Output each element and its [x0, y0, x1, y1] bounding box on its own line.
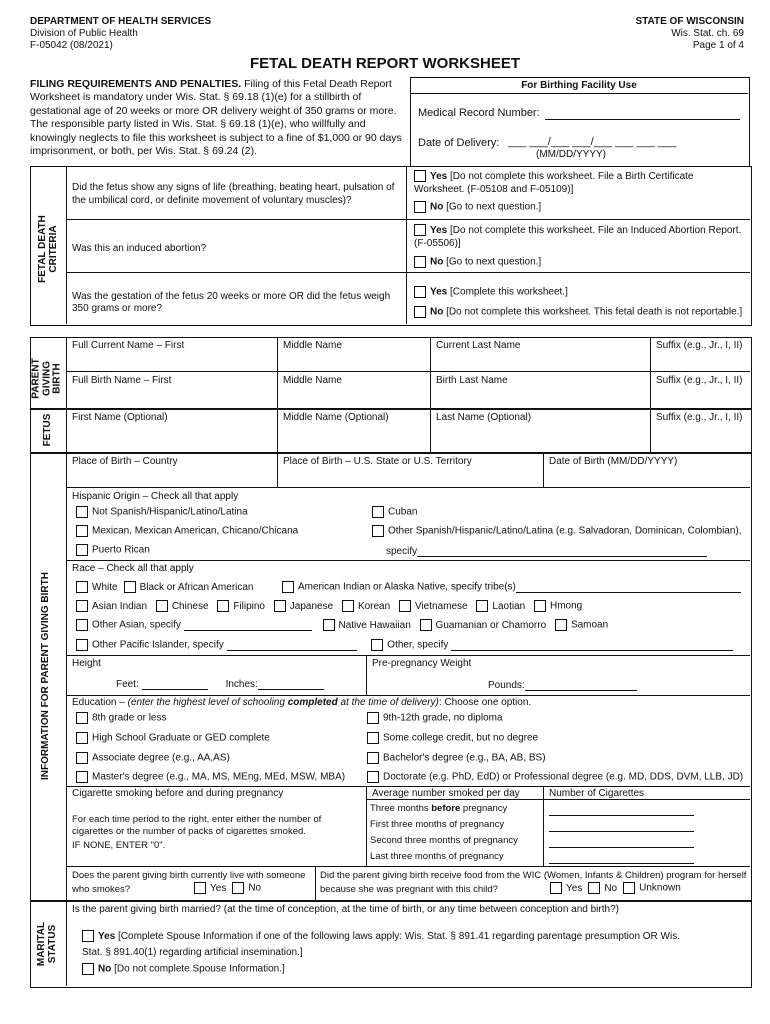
- smokers-yes-label: Yes: [210, 882, 227, 894]
- edu-masters-label: Master's degree (e.g., MA, MS, MEng, MEd, MSW, MBA): [92, 771, 346, 783]
- smokers-question-text: Does the parent giving birth currently live with someone who smokes?: [72, 870, 306, 895]
- edu-assoc-checkbox[interactable]: [76, 752, 88, 764]
- hisp-other-checkbox[interactable]: [372, 525, 384, 537]
- smokers-question: [72, 869, 312, 897]
- edu-9-12-label: 9th-12th grade, no diploma: [383, 712, 503, 724]
- pob-us-label: Place of Birth – U.S. State or U.S. Territory: [283, 456, 472, 467]
- height-label: Height: [72, 658, 101, 669]
- marital-yes-row: [82, 929, 682, 961]
- filing-text: Filing of this Fetal Death Report Worksheet is mandatory under Wis. Stat. § 69.18 (1)(e) for a stillbirth of gestational age of 20 weeks or more OR delivery weight of 350 grams or more. The responsible party listed in Wis. Stat. § 69.18 (1)(e), who willfully and knowingly neglects to file this worksheet is subject to a fine of $1,000 or 90 days imprisonment, or both, per Wis. Stat. § 69.24 (2).: [30, 78, 402, 158]
- marital-no-checkbox[interactable]: [82, 963, 94, 975]
- hisp-cuban-checkbox[interactable]: [372, 506, 384, 518]
- race-japanese-label: Japanese: [289, 600, 334, 612]
- race-asian-indian-label: Asian Indian: [92, 600, 148, 612]
- wic-unknown-checkbox[interactable]: [623, 882, 635, 894]
- smoke-field-1[interactable]: [549, 815, 694, 816]
- race-other-pi-checkbox[interactable]: [76, 639, 88, 651]
- race-aian-checkbox[interactable]: [282, 581, 294, 593]
- race-other-checkbox[interactable]: [371, 639, 383, 651]
- race-black-checkbox[interactable]: [124, 581, 136, 593]
- dob-label: Date of Birth (MM/DD/YYYY): [549, 456, 678, 467]
- dod-field[interactable]: ___ ___/___ ___/___ ___ ___ ___: [508, 136, 677, 148]
- mrn-label: Medical Record Number:: [418, 107, 540, 119]
- q1-no-checkbox[interactable]: [414, 201, 426, 213]
- page-title: FETAL DEATH REPORT WORKSHEET: [250, 55, 520, 72]
- feet-field[interactable]: [142, 689, 208, 690]
- hisp-mexican-checkbox[interactable]: [76, 525, 88, 537]
- feet-label: Feet:: [116, 679, 139, 690]
- edu-heading-d: at the time of delivery): [337, 697, 439, 708]
- hisp-pr-label: Puerto Rican: [92, 544, 150, 556]
- dod-label: Date of Delivery:: [418, 137, 500, 149]
- marital-yes-label: Yes: [98, 931, 116, 942]
- smokers-no-checkbox[interactable]: [232, 882, 244, 894]
- hisp-not-label: Not Spanish/Hispanic/Latino/Latina: [92, 506, 248, 518]
- criteria-q1: Did the fetus show any signs of life (breathing, beating heart, pulsation of the umbilical cord, or definite movement of voluntary muscles)?: [72, 182, 395, 206]
- state-name: STATE OF WISCONSIN: [635, 16, 744, 27]
- education-heading: [72, 697, 531, 709]
- race-guamanian-label: Guamanian or Chamorro: [435, 619, 547, 631]
- smoke-period-1: [370, 803, 507, 814]
- q2-no-checkbox[interactable]: [414, 256, 426, 268]
- race-other-field[interactable]: [451, 650, 733, 651]
- facility-heading: For Birthing Facility Use: [521, 80, 637, 91]
- edu-heading-a: Education –: [72, 697, 128, 708]
- hisp-not-checkbox[interactable]: [76, 506, 88, 518]
- q3-yes-label: Yes: [430, 286, 448, 298]
- cur-middle-label: Middle Name: [283, 340, 342, 351]
- fetus-suffix-label: Suffix (e.g., Jr., I, II): [656, 412, 743, 423]
- race-chinese-label: Chinese: [171, 600, 209, 612]
- race-other-asian-checkbox[interactable]: [76, 619, 88, 631]
- race-japanese-checkbox[interactable]: [274, 600, 286, 612]
- marital-label: MARITAL STATUS: [36, 921, 58, 967]
- marital-yes-checkbox[interactable]: [82, 930, 94, 942]
- inches-label: Inches:: [225, 679, 258, 690]
- wic-unknown-label: Unknown: [639, 882, 681, 894]
- smoke-period-3: Second three months of pregnancy: [370, 835, 518, 846]
- criteria-q2: Was this an induced abortion?: [72, 243, 207, 254]
- race-other-pi-field[interactable]: [227, 650, 357, 651]
- q1-no-label: No: [430, 201, 444, 213]
- smoking-num-label: Number of Cigarettes: [549, 788, 645, 799]
- smoke-field-3[interactable]: [549, 847, 694, 848]
- dod-format: (MM/DD/YYYY): [536, 149, 606, 160]
- birth-middle-label: Middle Name: [283, 375, 342, 386]
- race-black-label: Black or African American: [139, 581, 254, 593]
- race-chinese-checkbox[interactable]: [156, 600, 168, 612]
- race-aian-label: American Indian or Alaska Native, specify tribe(s): [298, 581, 516, 593]
- info-label: INFORMATION FOR PARENT GIVING BIRTH: [40, 572, 51, 780]
- race-laotian-label: Laotian: [492, 600, 526, 612]
- race-filipino-checkbox[interactable]: [217, 600, 229, 612]
- marital-no-label: No: [98, 963, 112, 975]
- hisp-pr-checkbox[interactable]: [76, 544, 88, 556]
- inches-field[interactable]: [258, 689, 324, 690]
- edu-heading-c: completed: [287, 697, 338, 708]
- race-samoan-checkbox[interactable]: [555, 619, 567, 631]
- wic-no-checkbox[interactable]: [588, 882, 600, 894]
- edu-college-label: Some college credit, but no degree: [383, 732, 539, 744]
- hispanic-heading: Hispanic Origin – Check all that apply: [72, 491, 239, 502]
- edu-hs-checkbox[interactable]: [76, 732, 88, 744]
- smoke-field-4[interactable]: [549, 863, 694, 864]
- race-other-asian-label: Other Asian, specify: [92, 619, 181, 631]
- page-number: Page 1 of 4: [692, 40, 744, 51]
- edu-bach-checkbox[interactable]: [367, 752, 379, 764]
- marital-question: Is the parent giving birth married? (at the time of conception, at the time of birth, or any time between conception and birth?): [72, 904, 619, 915]
- edu-hs-label: High School Graduate or GED complete: [92, 732, 270, 744]
- q3-yes-checkbox[interactable]: [414, 286, 426, 298]
- fetus-last-label: Last Name (Optional): [436, 412, 532, 423]
- filing-heading: FILING REQUIREMENTS AND PENALTIES.: [30, 78, 242, 90]
- q2-yes-checkbox[interactable]: [414, 224, 426, 236]
- smoking-avg-label: Average number smoked per day: [372, 788, 520, 799]
- smokers-yes-checkbox[interactable]: [194, 882, 206, 894]
- race-native-hawaiian-checkbox[interactable]: [323, 619, 335, 631]
- birth-last-label: Birth Last Name: [436, 375, 508, 386]
- race-vietnamese-checkbox[interactable]: [399, 600, 411, 612]
- filing-requirements: [30, 78, 408, 158]
- edu-heading-b: (enter the highest level of schooling: [127, 697, 288, 708]
- dept-name: DEPARTMENT OF HEALTH SERVICES: [30, 16, 212, 27]
- race-vietnamese-label: Vietnamese: [414, 600, 468, 612]
- parent-label: PARENT GIVING BIRTH: [30, 358, 63, 399]
- edu-bach-label: Bachelor's degree (e.g., BA, AB, BS): [383, 752, 546, 764]
- cur-suffix-label: Suffix (e.g., Jr., I, II): [656, 340, 743, 351]
- smoke-p1c: pregnancy: [460, 803, 508, 814]
- edu-8-checkbox[interactable]: [76, 712, 88, 724]
- smoke-period-2: First three months of pregnancy: [370, 819, 505, 830]
- edu-masters-checkbox[interactable]: [76, 771, 88, 783]
- wic-yes-checkbox[interactable]: [550, 882, 562, 894]
- fetus-label: FETUS: [42, 413, 53, 447]
- race-aian-field[interactable]: [516, 592, 741, 593]
- birth-suffix-label: Suffix (e.g., Jr., I, II): [656, 375, 743, 386]
- edu-doct-label: Doctorate (e.g. PhD, EdD) or Professional degree (e.g. MD, DDS, DVM, LLB, JD): [383, 771, 744, 783]
- wic-no-label: No: [604, 882, 618, 894]
- mrn-field[interactable]: [545, 119, 740, 120]
- smoking-none-note: IF NONE, ENTER "0".: [72, 840, 166, 851]
- race-filipino-label: Filipino: [233, 600, 265, 612]
- edu-college-checkbox[interactable]: [367, 732, 379, 744]
- q3-yes-text: [Complete this worksheet.]: [450, 286, 568, 298]
- race-other-pi-label: Other Pacific Islander, specify: [92, 639, 224, 651]
- birth-first-label: Full Birth Name – First: [72, 375, 172, 386]
- division-name: Division of Public Health: [30, 28, 138, 39]
- smoke-period-4: Last three months of pregnancy: [370, 851, 504, 862]
- q3-no-text: [Do not complete this worksheet. This fetal death is not reportable.]: [446, 306, 743, 318]
- criteria-label: FETAL DEATH CRITERIA: [37, 215, 59, 283]
- race-other-asian-field[interactable]: [184, 630, 312, 631]
- hisp-specify-field[interactable]: [417, 556, 707, 557]
- marital-yes-text: [Complete Spouse Information if one of the following laws apply: Wis. Stat. § 891.41 regarding parentage presumption OR Wis. Stat. § 891.40(1) regarding artificial insemination.]: [82, 931, 680, 958]
- q3-no-label: No: [430, 306, 444, 318]
- fetus-first-label: First Name (Optional): [72, 412, 168, 423]
- edu-assoc-label: Associate degree (e.g., AA,AS): [92, 752, 230, 764]
- race-hmong-label: Hmong: [549, 600, 583, 612]
- hisp-specify-label: specify: [386, 546, 418, 557]
- fetus-middle-label: Middle Name (Optional): [283, 412, 389, 423]
- race-white-label: White: [92, 581, 118, 593]
- race-korean-checkbox[interactable]: [342, 600, 354, 612]
- prepreg-weight-label: Pre-pregnancy Weight: [372, 658, 472, 669]
- smokers-no-label: No: [248, 882, 262, 894]
- q3-no-checkbox[interactable]: [414, 306, 426, 318]
- q1-no-text: [Go to next question.]: [446, 201, 542, 213]
- cur-first-label: Full Current Name – First: [72, 340, 185, 351]
- hisp-cuban-label: Cuban: [388, 506, 418, 518]
- smoking-heading: Cigarette smoking before and during pregnancy: [72, 788, 284, 799]
- smoke-p1b: before: [431, 803, 461, 814]
- q1-yes-label: Yes: [430, 171, 448, 182]
- race-laotian-checkbox[interactable]: [476, 600, 488, 612]
- cur-last-label: Current Last Name: [436, 340, 521, 351]
- statute-ref: Wis. Stat. ch. 69: [671, 28, 744, 39]
- q2-yes-text: [Do not complete this worksheet. File an Induced Abortion Report. (F-05506)]: [414, 225, 742, 249]
- edu-8-label: 8th grade or less: [92, 712, 167, 724]
- form-number: F-05042 (08/2021): [30, 40, 113, 51]
- marital-no-text: [Do not complete Spouse Information.]: [114, 963, 285, 975]
- race-korean-label: Korean: [357, 600, 391, 612]
- smoking-instructions: For each time period to the right, enter either the number of cigarettes or the number of packs of cigarettes smoked.: [72, 814, 322, 837]
- wic-question: Did the parent giving birth receive food from the WIC (Women, Infants & Children) program for herself because she was pregnant with this child?: [320, 870, 747, 895]
- q1-yes-text: [Do not complete this worksheet. File a Birth Certificate Worksheet. (F-05108 and F-05109)]: [414, 171, 694, 195]
- hisp-mexican-label: Mexican, Mexican American, Chicano/Chicana: [92, 525, 299, 537]
- race-white-checkbox[interactable]: [76, 581, 88, 593]
- wic-yes-label: Yes: [566, 882, 583, 894]
- pounds-label: Pounds:: [488, 680, 525, 691]
- edu-9-12-checkbox[interactable]: [367, 712, 379, 724]
- pob-country-label: Place of Birth – Country: [72, 456, 178, 467]
- edu-heading-e: : Choose one option.: [438, 697, 532, 708]
- race-hmong-checkbox[interactable]: [534, 600, 546, 612]
- criteria-q3: Was the gestation of the fetus 20 weeks or more OR did the fetus weigh 350 grams or more?: [72, 291, 391, 314]
- pounds-field[interactable]: [525, 690, 637, 691]
- q1-yes-checkbox[interactable]: [414, 170, 426, 182]
- race-asian-indian-checkbox[interactable]: [76, 600, 88, 612]
- edu-doct-checkbox[interactable]: [367, 771, 379, 783]
- race-native-hawaiian-label: Native Hawaiian: [338, 619, 411, 631]
- q2-no-label: No: [430, 256, 444, 268]
- smoke-field-2[interactable]: [549, 831, 694, 832]
- q2-no-text: [Go to next question.]: [446, 256, 542, 268]
- hisp-other-label: Other Spanish/Hispanic/Latino/Latina (e.g. Salvadoran, Dominican, Colombian),: [388, 525, 742, 537]
- q2-yes-label: Yes: [430, 225, 448, 236]
- race-heading: Race – Check all that apply: [72, 563, 194, 574]
- race-guamanian-checkbox[interactable]: [420, 619, 432, 631]
- race-samoan-label: Samoan: [570, 619, 609, 631]
- race-other-label: Other, specify: [387, 639, 449, 651]
- smoke-p1a: Three months: [370, 803, 432, 814]
